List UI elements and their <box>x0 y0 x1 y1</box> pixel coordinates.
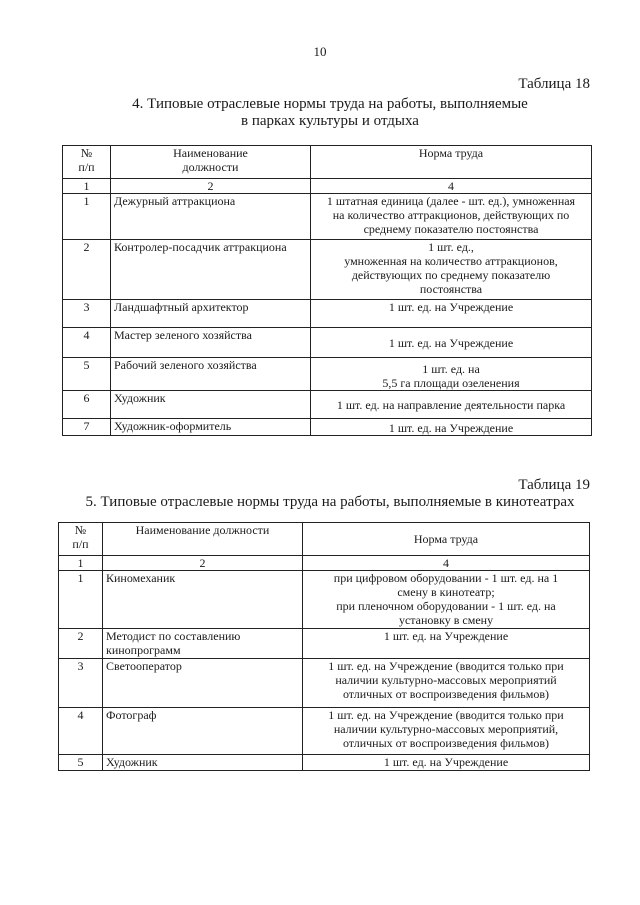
table-row <box>59 755 590 771</box>
table-row <box>63 194 592 240</box>
table-row <box>63 328 592 358</box>
index-cell: 2 <box>103 556 303 571</box>
row-num: 2 <box>59 629 103 659</box>
table-row <box>63 240 592 300</box>
row-norm: 1 шт. ед. на Учреждение <box>303 629 590 659</box>
row-norm: 1 шт. ед. на Учреждение (вводится только при наличии культурно-массовых мероприятий, отличных от воспроизведения фильмов) <box>303 708 590 755</box>
row-norm: 1 шт. ед., умноженная на количество аттракционов, действующих по среднему показателю постоянства <box>311 240 592 300</box>
table-row <box>59 708 590 755</box>
index-cell: 1 <box>63 179 111 194</box>
table-18-title-line2: в парках культуры и отдыха <box>241 113 419 129</box>
row-num: 1 <box>59 571 103 629</box>
index-cell: 4 <box>311 179 592 194</box>
table-19-header-row <box>59 523 590 556</box>
row-position: Фотограф <box>103 708 303 755</box>
header-norm: Норма труда <box>303 523 590 556</box>
table-18-index-row <box>63 179 592 194</box>
table-row <box>63 419 592 436</box>
index-cell: 4 <box>303 556 590 571</box>
table-18-header-row <box>63 146 592 179</box>
row-norm: 1 шт. ед. на Учреждение <box>303 755 590 771</box>
row-position: Киномеханик <box>103 571 303 629</box>
row-num: 5 <box>63 358 111 391</box>
table-18-label: Таблица 18 <box>518 76 590 92</box>
table-18-title-line1: 4. Типовые отраслевые нормы труда на работы, выполняемые <box>132 96 528 112</box>
row-num: 6 <box>63 391 111 419</box>
row-num: 1 <box>63 194 111 240</box>
row-norm: 1 шт. ед. на Учреждение <box>311 328 592 358</box>
header-num: № п/п <box>59 523 103 556</box>
row-position: Методист по составлению кинопрограмм <box>103 629 303 659</box>
table-row <box>59 629 590 659</box>
table-19-label: Таблица 19 <box>518 477 590 493</box>
row-num: 3 <box>63 300 111 328</box>
row-position: Рабочий зеленого хозяйства <box>111 358 311 391</box>
table-row <box>63 300 592 328</box>
row-position: Светооператор <box>103 659 303 708</box>
row-norm: 1 шт. ед. на Учреждение <box>311 419 592 436</box>
row-norm: 1 шт. ед. на Учреждение (вводится только при наличии культурно-массовых мероприятий отличных от воспроизведения фильмов) <box>303 659 590 708</box>
row-norm: 1 шт. ед. на Учреждение <box>311 300 592 328</box>
index-cell: 2 <box>111 179 311 194</box>
table-18 <box>62 145 592 436</box>
table-row <box>59 571 590 629</box>
row-position: Контролер-посадчик аттракциона <box>111 240 311 300</box>
row-num: 4 <box>63 328 111 358</box>
row-norm: 1 шт. ед. на направление деятельности парка <box>311 391 592 419</box>
page-number: 10 <box>313 44 327 59</box>
row-num: 4 <box>59 708 103 755</box>
table-19-index-row <box>59 556 590 571</box>
table-row <box>59 659 590 708</box>
table-19 <box>58 522 590 771</box>
row-position: Дежурный аттракциона <box>111 194 311 240</box>
row-num: 7 <box>63 419 111 436</box>
table-row <box>63 391 592 419</box>
header-position: Наименование должности <box>111 146 311 179</box>
header-position: Наименование должности <box>103 523 303 556</box>
index-cell: 1 <box>59 556 103 571</box>
header-num: № п/п <box>63 146 111 179</box>
row-norm: при цифровом оборудовании - 1 шт. ед. на 1 смену в кинотеатр; при пленочном оборудовании - 1 шт. ед. на установку в смену <box>303 571 590 629</box>
row-num: 2 <box>63 240 111 300</box>
row-num: 3 <box>59 659 103 708</box>
row-num: 5 <box>59 755 103 771</box>
row-position: Ландшафтный архитектор <box>111 300 311 328</box>
row-position: Художник <box>111 391 311 419</box>
header-norm: Норма труда <box>311 146 592 179</box>
row-position: Художник <box>103 755 303 771</box>
row-norm: 1 штатная единица (далее - шт. ед.), умноженная на количество аттракционов, действующих по среднему показателю постоянства <box>311 194 592 240</box>
table-row <box>63 358 592 391</box>
row-position: Художник-оформитель <box>111 419 311 436</box>
row-position: Мастер зеленого хозяйства <box>111 328 311 358</box>
row-norm: 1 шт. ед. на 5,5 га площади озеленения <box>311 358 592 391</box>
table-19-title: 5. Типовые отраслевые нормы труда на работы, выполняемые в кинотеатрах <box>85 494 575 510</box>
